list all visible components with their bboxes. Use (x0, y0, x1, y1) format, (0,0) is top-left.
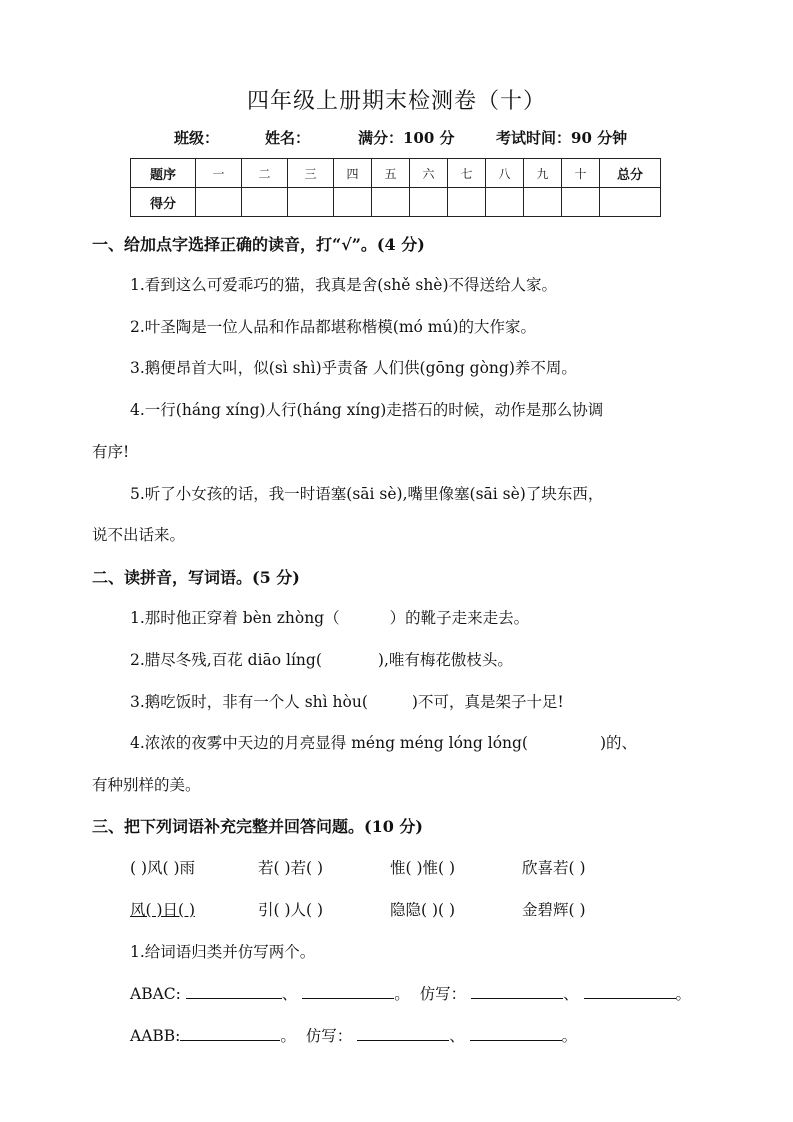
imitate-label: 仿写： (305, 1027, 353, 1045)
abac-row (130, 982, 691, 1004)
section2-q4-cont: 有种别样的美。 (92, 776, 201, 794)
imitate-label: 仿写： (419, 985, 467, 1003)
section1-q4: 4.一行(háng xíng)人行(háng xíng)走搭石的时候，动作是那么协调 (130, 401, 604, 419)
section2-q4-text-end: )的、 (599, 734, 638, 752)
section1-q1: 1.看到这么可爱乖巧的猫，我真是舍(shě shè)不得送给人家。 (130, 276, 558, 294)
separator: 。 (394, 985, 410, 1003)
class-label: 班级： (174, 129, 220, 147)
score-table-col: 八 (486, 159, 524, 188)
section1-q3: 3.鹅便昂首大叫，似(sì shì)乎责备 人们供(gōng gòng)养不周。 (130, 359, 577, 377)
answer-line[interactable] (180, 1025, 280, 1041)
score-table-col: 五 (372, 159, 410, 188)
separator: 。 (675, 985, 692, 1003)
score-table-row-label: 得分 (131, 188, 196, 217)
idiom-item: 引( )人( ) (258, 901, 324, 919)
score-cell[interactable] (448, 188, 486, 217)
answer-line[interactable] (584, 983, 676, 999)
aabb-label: AABB: (130, 1027, 181, 1045)
score-table-col: 一 (196, 159, 242, 188)
score-cell[interactable] (288, 188, 334, 217)
answer-line[interactable] (471, 983, 563, 999)
answer-line[interactable] (186, 983, 282, 999)
score-cell[interactable] (524, 188, 562, 217)
section1-heading: 一、给加点字选择正确的读音，打“√”。(4 分) (92, 235, 425, 254)
section2-q1-text: 1.那时他正穿着 bèn zhòng（ (130, 609, 340, 627)
idiom-item: 隐隐( )( ) (390, 901, 456, 919)
score-table-total: 总分 (600, 159, 661, 188)
score-table-col: 六 (410, 159, 448, 188)
section1-q5: 5.听了小女孩的话，我一时语塞(sāi sè),嘴里像塞(sāi sè)了块东西， (130, 485, 604, 503)
answer-line[interactable] (302, 983, 394, 999)
section1-q4-cont: 有序! (92, 443, 130, 461)
answer-line[interactable] (470, 1025, 562, 1041)
separator: 。 (280, 1027, 296, 1045)
idiom-item: 欣喜若( ) (522, 859, 586, 877)
name-label: 姓名： (265, 129, 311, 147)
separator: 、 (563, 985, 579, 1003)
score-table-col: 四 (334, 159, 372, 188)
section2-q3-text-end: )不可，真是架子十足! (411, 693, 564, 711)
score-table-header-row (131, 159, 661, 188)
score-table-score-row (131, 188, 661, 217)
separator: 。 (561, 1027, 578, 1045)
idiom-item: 金碧辉( ) (522, 901, 586, 919)
score-cell[interactable] (600, 188, 661, 217)
score-table-row-label: 题序 (131, 159, 196, 188)
section2-q3-text: 3.鹅吃饭时，非有一个人 shì hòu( (130, 693, 368, 711)
score-cell[interactable] (334, 188, 372, 217)
section2-heading: 二、读拼音，写词语。(5 分) (92, 568, 300, 587)
section3-q1: 1.给词语归类并仿写两个。 (130, 943, 316, 961)
score-cell[interactable] (242, 188, 288, 217)
aabb-row (130, 1024, 577, 1046)
full-score: 满分：100 分 (358, 129, 455, 147)
score-cell[interactable] (486, 188, 524, 217)
separator: 、 (281, 985, 298, 1003)
section2-q2-text: 2.腊尽冬残,百花 diāo líng( (130, 651, 322, 669)
section2-q3 (130, 690, 564, 712)
score-table-col: 十 (562, 159, 600, 188)
score-cell[interactable] (196, 188, 242, 217)
section2-q4 (130, 731, 637, 753)
score-table-col: 九 (524, 159, 562, 188)
idiom-item: 惟( )惟( ) (390, 859, 456, 877)
score-cell[interactable] (410, 188, 448, 217)
separator: 、 (449, 1027, 465, 1045)
section2-q1-text-end: ）的靴子走来走去。 (389, 609, 530, 627)
score-table-col: 二 (242, 159, 288, 188)
section1-q5-cont: 说不出话来。 (92, 526, 186, 544)
idiom-item: ( )风( )雨 (130, 859, 196, 877)
section2-q1 (130, 606, 529, 628)
section2-q2-text-end: ),唯有梅花傲枝头。 (377, 651, 513, 669)
exam-time: 考试时间：90 分钟 (496, 129, 628, 147)
page-title: 四年级上册期末检测卷（十） (246, 89, 546, 114)
section2-q2 (130, 648, 513, 670)
section1-q2: 2.叶圣陶是一位人品和作品都堪称楷模(mó mú)的大作家。 (130, 318, 537, 336)
score-table-col: 三 (288, 159, 334, 188)
answer-line[interactable] (357, 1025, 449, 1041)
score-cell[interactable] (562, 188, 600, 217)
section3-heading: 三、把下列词语补充完整并回答问题。(10 分) (92, 817, 423, 836)
score-table-col: 七 (448, 159, 486, 188)
abac-label: ABAC: (130, 985, 181, 1003)
score-cell[interactable] (372, 188, 410, 217)
section2-q4-text: 4.浓浓的夜雾中天边的月亮显得 méng méng lóng lóng( (130, 734, 528, 752)
score-table (130, 158, 661, 217)
idiom-item: 风( )日( ) (130, 901, 196, 919)
idiom-item: 若( )若( ) (258, 859, 324, 877)
